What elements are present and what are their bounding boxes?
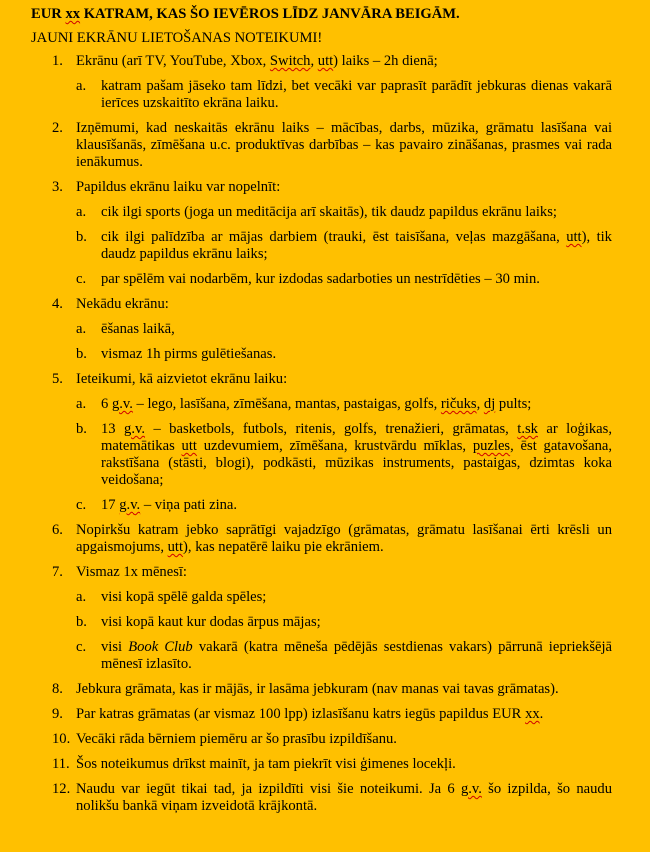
title-text: EUR — [31, 6, 66, 22]
rule-item — [31, 53, 612, 112]
rule-text: Papildus ekrānu laiku var nopelnīt: — [76, 179, 281, 195]
rule-item — [31, 296, 612, 363]
sub-letter: c. — [76, 271, 87, 287]
sub-letter: a. — [76, 78, 87, 94]
rule-number: 5. — [52, 371, 63, 387]
sub-letter: c. — [76, 639, 87, 655]
sub-letter: b. — [76, 614, 87, 630]
sub-letter: a. — [76, 589, 87, 605]
sub-item — [76, 78, 612, 112]
sub-list — [76, 321, 612, 363]
document-title — [31, 6, 612, 23]
rule-number: 11. — [52, 756, 70, 772]
rule-item — [31, 522, 612, 556]
sub-letter: b. — [76, 346, 87, 362]
rules-list — [31, 53, 612, 815]
rule-item — [31, 706, 612, 723]
rule-text: Izņēmumi, kad neskaitās ekrānu laiks – mācības, darbs, mūzika, grāmatu lasīšana vai klausīšanās, zīmēšana u.c. produktīvas darbības – kas pavairo zināšanas, prasmes vai rada ienākumus. — [76, 120, 612, 170]
sub-item — [76, 639, 612, 673]
sub-text: vismaz 1h pirms gulētiešanas. — [101, 346, 277, 362]
sub-letter: a. — [76, 321, 87, 337]
sub-letter: b. — [76, 229, 87, 245]
rule-item — [31, 371, 612, 514]
rule-text: Ekrānu (arī TV, YouTube, Xbox, Switch, utt) laiks – 2h dienā; — [76, 53, 438, 69]
sub-item — [76, 346, 612, 363]
rule-number: 4. — [52, 296, 63, 312]
rule-text: Nopirkšu katram jebko saprātīgi vajadzīgo (grāmatas, grāmatu lasīšanai ērti krēsli un apgaismojums, utt), kas nepatērē laiku pie ekrāniem. — [76, 522, 612, 555]
rule-text: Naudu var iegūt tikai tad, ja izpildīti visi šie noteikumi. Ja 6 g.v. šo izpilda, šo naudu nolikšu bankā viņam izveidotā krājkontā. — [76, 781, 612, 814]
rule-item — [31, 564, 612, 673]
sub-text: visi kopā kaut kur dodas ārpus mājas; — [101, 614, 321, 630]
rule-text: Par katras grāmatas (ar vismaz 100 lpp) izlasīšanu katrs iegūs papildus EUR xx. — [76, 706, 544, 722]
sub-text: cik ilgi palīdzība ar mājas darbiem (trauki, ēst taisīšana, veļas mazgāšana, utt), tik daudz papildus ekrānu laiks; — [101, 229, 612, 262]
rule-item — [31, 120, 612, 171]
rule-text: Vismaz 1x mēnesī: — [76, 564, 187, 580]
sub-text: cik ilgi sports (joga un meditācija arī skaitās), tik daudz papildus ekrānu laiks; — [101, 204, 557, 220]
sub-text: visi kopā spēlē galda spēles; — [101, 589, 267, 605]
sub-letter: c. — [76, 497, 87, 513]
rule-text: Šos noteikumus drīkst mainīt, ja tam piekrīt visi ģimenes locekļi. — [76, 756, 456, 772]
sub-text: 17 g.v. – viņa pati zina. — [101, 497, 238, 513]
rule-number: 10. — [52, 731, 71, 747]
rule-number: 9. — [52, 706, 63, 722]
rule-item — [31, 781, 612, 815]
rule-text: Vecāki rāda bērniem piemēru ar šo prasību izpildīšanu. — [76, 731, 397, 747]
rule-number: 2. — [52, 120, 63, 136]
rule-text: Jebkura grāmata, kas ir mājās, ir lasāma jebkuram (nav manas vai tavas grāmatas). — [76, 681, 559, 697]
rule-text: Ieteikumi, kā aizvietot ekrānu laiku: — [76, 371, 288, 387]
rule-text: Nekādu ekrānu: — [76, 296, 169, 312]
sub-item — [76, 396, 612, 413]
sub-text: par spēlēm vai nodarbēm, kur izdodas sadarboties un nestrīdēties – 30 min. — [101, 271, 540, 287]
sub-text: 6 g.v. – lego, lasīšana, zīmēšana, mantas, pastaigas, golfs, ričuks, dj pults; — [101, 396, 532, 412]
sub-list — [76, 589, 612, 673]
sub-list — [76, 204, 612, 288]
sub-item — [76, 589, 612, 606]
sub-list — [76, 396, 612, 514]
rule-number: 12. — [52, 781, 71, 797]
sub-text: 13 g.v. – basketbols, futbols, ritenis, golfs, trenažieri, grāmatas, t.sk ar loģikas, matemātikas utt uzdevumiem, zīmēšana, krustvārdu mīklas, puzles, ēst gatavošana, rakstīšana (stāsti, blogi), podkāsti, mūzikas instruments, pastaigas, dzimtas koka veidošana; — [101, 421, 613, 488]
document-subtitle: JAUNI EKRĀNU LIETOŠANAS NOTEIKUMI! — [31, 30, 323, 46]
rule-number: 8. — [52, 681, 63, 697]
sub-item — [76, 229, 612, 263]
rule-number: 6. — [52, 522, 63, 538]
rule-item — [31, 756, 612, 773]
rule-number: 7. — [52, 564, 63, 580]
sub-item — [76, 204, 612, 221]
title-amount-placeholder: xx — [65, 6, 81, 22]
sub-item — [76, 271, 612, 288]
rule-item — [31, 681, 612, 698]
sub-item — [76, 321, 612, 338]
sub-text: ēšanas laikā, — [101, 321, 175, 337]
sub-item — [76, 497, 612, 514]
sub-item — [76, 614, 612, 631]
rule-number: 3. — [52, 179, 63, 195]
sub-item — [76, 421, 612, 489]
rule-item — [31, 179, 612, 288]
sub-list — [76, 78, 612, 112]
sub-text: katram pašam jāseko tam līdzi, bet vecāki var paprasīt parādīt jebkuras dienas vakarā ierīces uzskaitīto ekrāna laiku. — [101, 78, 612, 111]
sub-letter: a. — [76, 204, 87, 220]
sub-letter: a. — [76, 396, 87, 412]
sub-letter: b. — [76, 421, 87, 437]
rule-item — [31, 731, 612, 748]
rule-number: 1. — [52, 53, 63, 69]
sub-text: visi Book Club vakarā (katra mēneša pēdējās sestdienas vakars) pārrunā iepriekšējā mēnesī izlasīto. — [101, 639, 613, 672]
title-text: KATRAM, KAS ŠO IEVĒROS LĪDZ JANVĀRA BEIGĀM. — [80, 6, 460, 22]
